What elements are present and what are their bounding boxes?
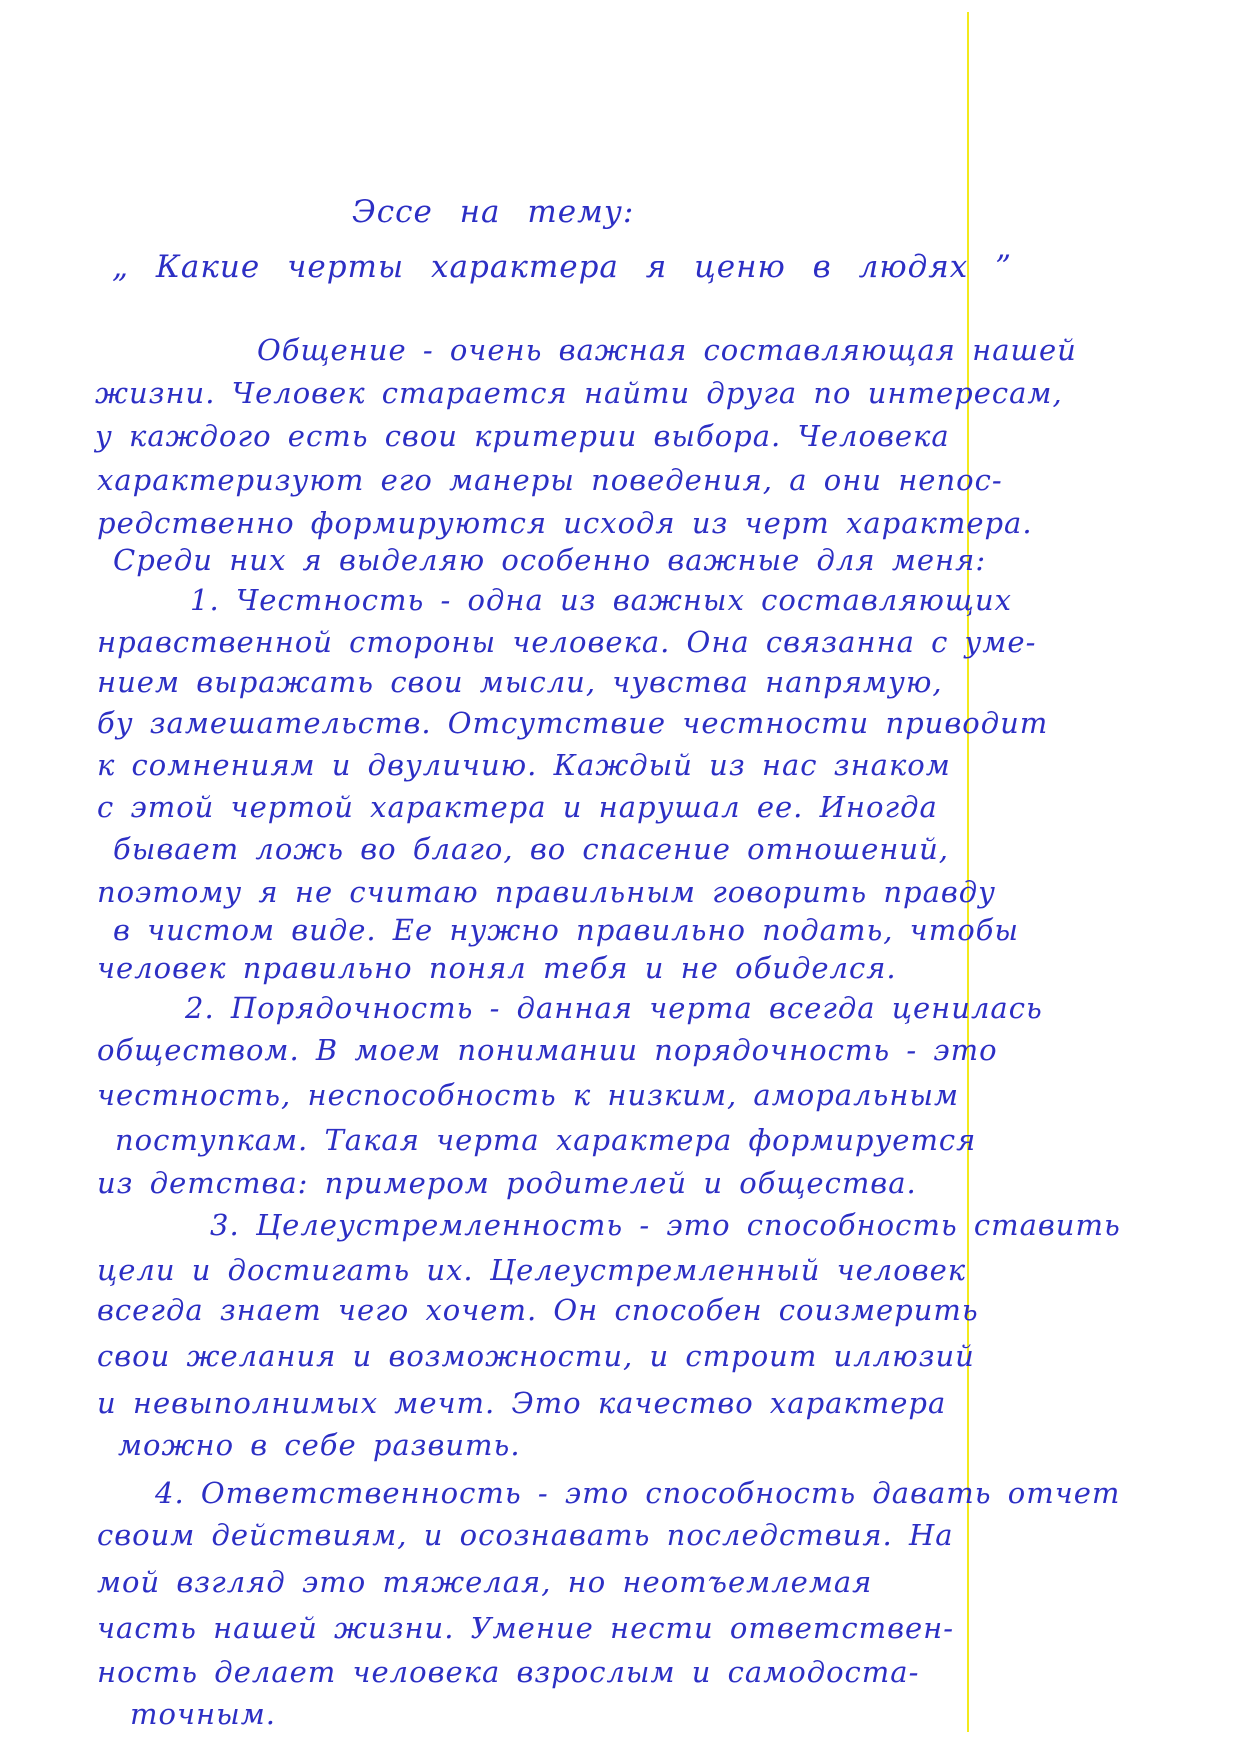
essay-line: всегда знает чего хочет. Он способен соизмерить — [97, 1293, 979, 1327]
essay-line: честность, неспособность к низким, аморальным — [97, 1078, 960, 1112]
essay-line: жизни. Человек старается найти друга по интересам, — [95, 376, 1063, 410]
essay-line: поступкам. Такая черта характера формируется — [115, 1123, 977, 1157]
essay-line: характеризуют его манеры поведения, а они непос- — [97, 463, 1003, 497]
essay-line: редственно формируются исходя из черт характера. — [97, 506, 1033, 540]
essay-line: бывает ложь во благо, во спасение отношений, — [113, 832, 949, 866]
essay-title-line-1: Эссе на тему: — [352, 194, 635, 230]
essay-line: бу замешательств. Отсутствие честности приводит — [97, 706, 1049, 740]
essay-line: поэтому я не считаю правильным говорить правду — [97, 875, 996, 909]
essay-line: цели и достигать их. Целеустремленный человек — [97, 1253, 967, 1287]
essay-line: часть нашей жизни. Умение нести ответствен- — [97, 1611, 955, 1645]
essay-line: человек правильно понял тебя и не обиделся. — [97, 951, 897, 985]
essay-line: своим действиям, и осознавать последствия. На — [97, 1518, 954, 1552]
essay-line: у каждого есть свои критерии выбора. Человека — [95, 419, 950, 453]
essay-line: 4. Ответственность - это способность давать отчет — [155, 1476, 1121, 1510]
essay-line: Среди них я выделяю особенно важные для меня: — [113, 543, 987, 577]
essay-line: нием выражать свои мысли, чувства напрямую, — [97, 665, 943, 699]
essay-line: в чистом виде. Ее нужно правильно подать, чтобы — [113, 913, 1019, 947]
essay-line: 1. Честность - одна из важных составляющих — [190, 583, 1012, 617]
essay-line: свои желания и возможности, и строит иллюзий — [97, 1339, 975, 1373]
essay-line: из детства: примером родителей и общества. — [97, 1166, 917, 1200]
essay-line: с этой чертой характера и нарушал ее. Иногда — [97, 790, 938, 824]
essay-line: мой взгляд это тяжелая, но неотъемлемая — [97, 1565, 873, 1599]
essay-line: точным. — [130, 1697, 276, 1731]
essay-line: 3. Целеустремленность - это способность ставить — [210, 1208, 1121, 1242]
essay-line: к сомнениям и двуличию. Каждый из нас знаком — [97, 748, 951, 782]
essay-line: 2. Порядочность - данная черта всегда ценилась — [185, 991, 1043, 1025]
essay-line: нравственной стороны человека. Она связанна с уме- — [97, 625, 1037, 659]
essay-line: и невыполнимых мечт. Это качество характера — [97, 1386, 947, 1420]
essay-line: ность делает человека взрослым и самодоста- — [97, 1655, 920, 1689]
essay-line: Общение - очень важная составляющая нашей — [257, 333, 1077, 367]
essay-line: можно в себе развить. — [118, 1428, 521, 1462]
essay-line: обществом. В моем понимании порядочность - это — [97, 1033, 998, 1067]
essay-title-line-2: „ Какие черты характера я ценю в людях ” — [112, 249, 1012, 285]
